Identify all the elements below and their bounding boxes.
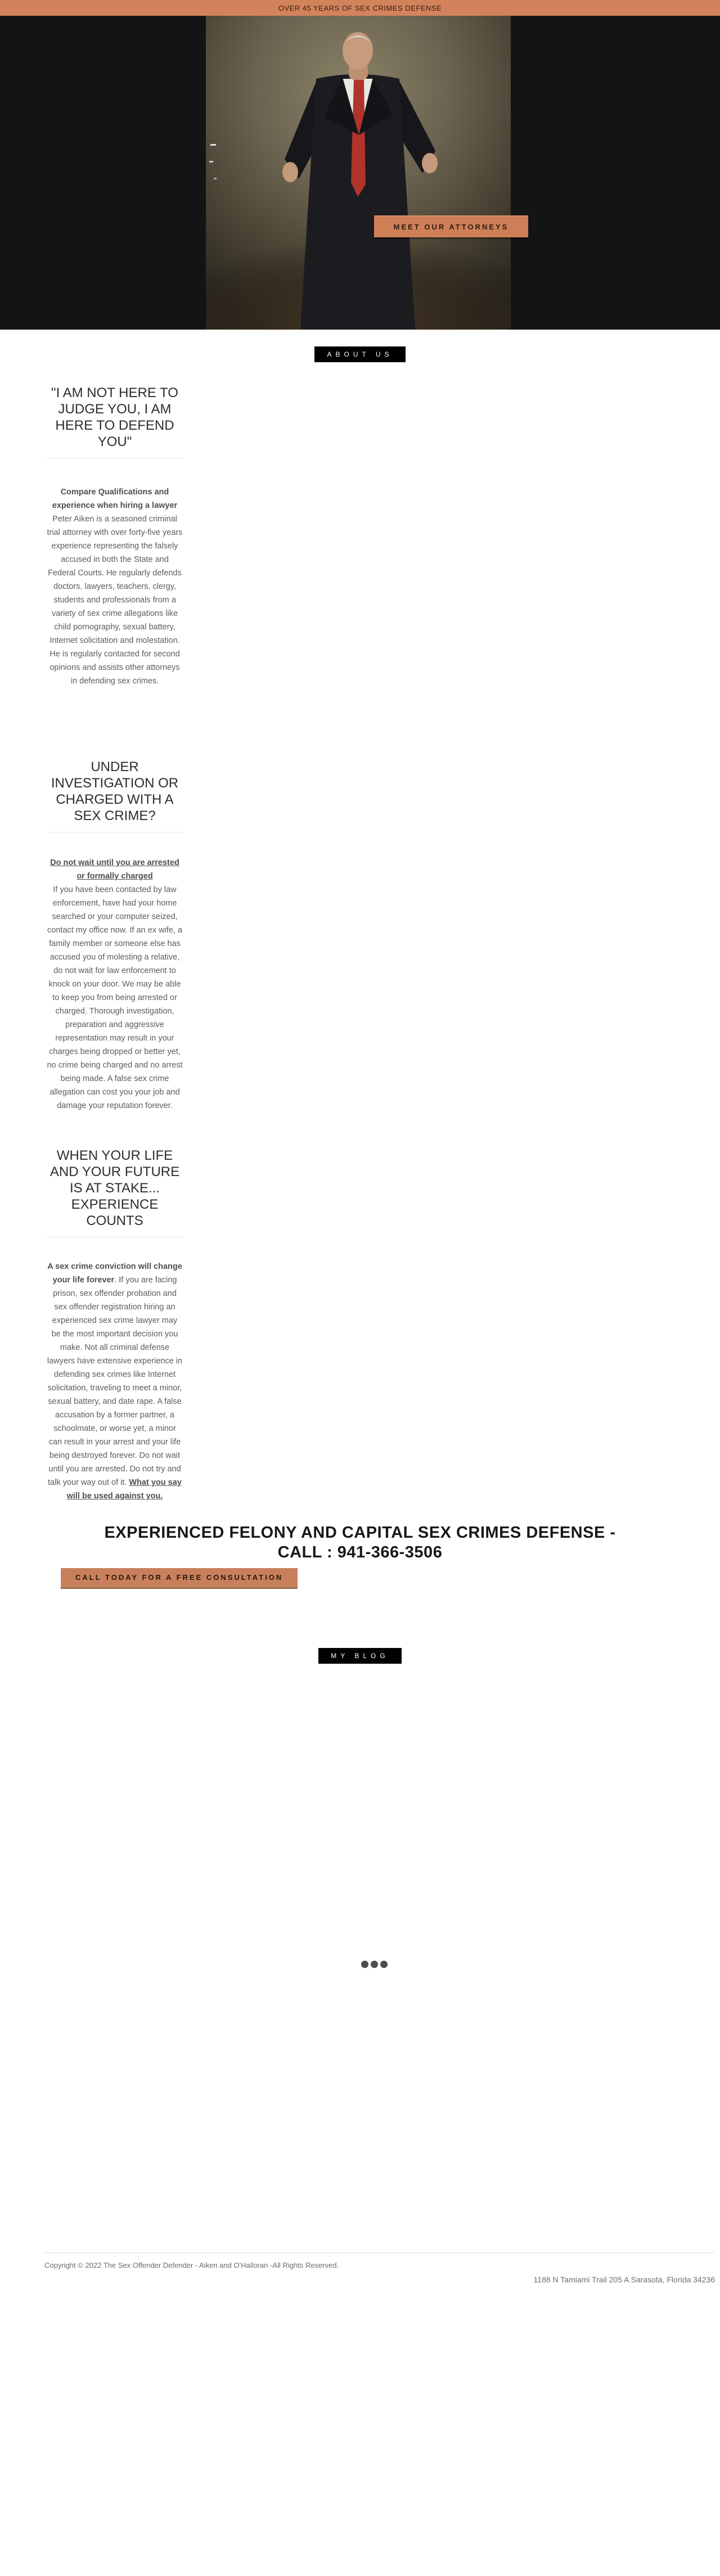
about-column	[47, 385, 183, 1503]
paragraph-emphasis: What you say will be used against you.	[66, 1478, 182, 1501]
about-paragraph-conviction	[47, 1260, 183, 1503]
about-heading-defend-you: "I AM NOT HERE TO JUDGE YOU, I AM HERE TO DEFEND YOU"	[51, 385, 178, 449]
footer	[44, 2253, 715, 2311]
blog-badge-row	[0, 1648, 720, 1664]
paragraph-lead: Do not wait until you are arrested or formally charged	[50, 858, 179, 881]
cta-heading: EXPERIENCED FELONY AND CAPITAL SEX CRIMES DEFENSE - CALL : 941-366-3506	[104, 1524, 616, 1561]
about-heading-under-investigation: UNDER INVESTIGATION OR CHARGED WITH A SEX CRIME?	[51, 759, 179, 823]
footer-copyright: Copyright © 2022 The Sex Offender Defender - Aiken and O'Halloran -All Rights Reserved.	[44, 2261, 339, 2269]
paragraph-body: . If you are facing prison, sex offender probation and sex offender registration hiring an experienced sex crime lawyer may be the most important decision you make. Not all criminal defense lawyers have extensive experience in defending sex crimes like Internet solicitation, traveling to meet a minor, sexual battery, and date rape. A false accusation by a former partner, a schoolmate, or worse yet, a minor can result in your arrest and your life being destroyed forever. Do not wait until you are arrested. Do not try and talk your way out of it.	[47, 1276, 183, 1487]
attorney-portrait-photo	[206, 16, 511, 330]
paragraph-body: Peter Aiken is a seasoned criminal trial attorney with over forty-five years experience representing the falsely accused in both the State and Federal Courts. He regularly defends doctors, lawyers, teachers, clergy, students and professionals from a variety of sex crime allegations like child pornography, sexual battery, Internet solicitation and molestation. He is regularly contacted for second opinions and assists other attorneys in defending sex crimes.	[47, 515, 183, 686]
my-blog-badge: MY BLOG	[318, 1648, 401, 1664]
paragraph-lead: Compare Qualifications and experience when hiring a lawyer	[52, 488, 178, 510]
about-badge-row	[0, 346, 720, 362]
about-heading-experience-counts: WHEN YOUR LIFE AND YOUR FUTURE IS AT STAKE... EXPERIENCE COUNTS	[50, 1148, 180, 1228]
banner-text: OVER 45 YEARS OF SEX CRIMES DEFENSE	[278, 3, 442, 12]
hero-section	[0, 16, 720, 330]
top-announcement-banner	[0, 0, 720, 16]
free-consultation-button[interactable]: CALL TODAY FOR A FREE CONSULTATION	[61, 1568, 298, 1587]
loading-dot[interactable]	[361, 1961, 368, 1968]
loading-dot[interactable]	[371, 1961, 378, 1968]
attorney-portrait-illustration	[206, 16, 511, 330]
about-paragraph-qualifications	[47, 485, 183, 688]
about-us-badge: ABOUT US	[314, 346, 405, 362]
loading-dot[interactable]	[380, 1961, 388, 1968]
footer-address: 1188 N Tamiami Trail 205 A Sarasota, Florida 34236	[533, 2275, 715, 2284]
cta-button-row	[0, 1568, 720, 1587]
about-paragraph-do-not-wait	[47, 856, 183, 1113]
paragraph-body: If you have been contacted by law enforcement, have had your home searched or your computer seized, contact my office now. If an ex wife, a family member or someone else has accused you of molesting a relative, do not wait for law enforcement to knock on your door. We may be able to keep you from being arrested or charged. Thorough investigation, preparation and aggressive representation may result in your charges being dropped or better yet, no crime being charged and no arrest being made. A false sex crime allegation can cost you your job and damage your reputation forever.	[47, 885, 183, 1110]
loading-dots	[14, 1961, 720, 1968]
meet-our-attorneys-button[interactable]: MEET OUR ATTORNEYS	[374, 215, 528, 237]
paragraph-lead: A sex crime conviction will change your life forever	[47, 1262, 182, 1285]
